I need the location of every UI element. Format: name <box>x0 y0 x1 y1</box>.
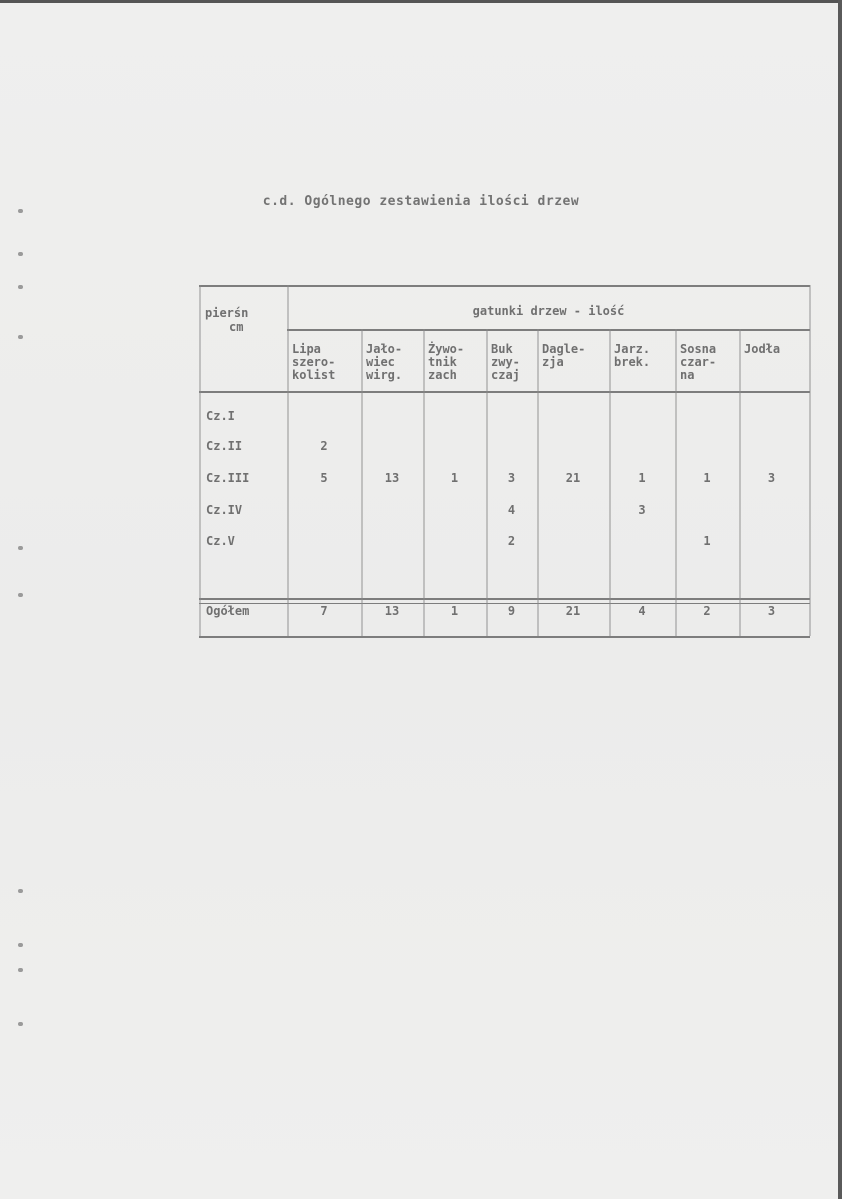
table-cell: 1 <box>703 471 711 485</box>
table-cell: 2 <box>507 534 516 548</box>
table-cell: 1 <box>703 534 711 548</box>
table-cell: 3 <box>767 471 776 485</box>
corner-header-line2: cm <box>229 320 244 334</box>
binder-hole-mark <box>18 1022 23 1026</box>
column-header: tnik <box>428 355 457 369</box>
column-header: czaj <box>491 368 520 382</box>
column-header: zach <box>428 368 457 382</box>
total-cell: 21 <box>565 604 581 618</box>
total-cell: 13 <box>384 604 400 618</box>
binder-hole-mark <box>18 889 23 893</box>
row-label: Cz.II <box>206 439 243 453</box>
table-bottom-rule <box>199 636 810 638</box>
column-header: zwy- <box>491 355 520 369</box>
row-label: Cz.V <box>206 534 235 548</box>
binder-hole-mark <box>18 335 23 339</box>
tree-count-table <box>199 285 810 645</box>
column-separator <box>739 329 741 636</box>
column-header: Jarz. <box>614 342 651 356</box>
column-separator <box>675 329 677 636</box>
total-cell: 9 <box>507 604 516 618</box>
binder-hole-mark <box>18 252 23 256</box>
table-top-rule <box>199 285 810 287</box>
table-cell: 3 <box>638 503 646 517</box>
total-row-label: Ogółem <box>206 604 250 618</box>
table-cell: 4 <box>507 503 516 517</box>
binder-hole-mark <box>18 968 23 972</box>
table-cell: 2 <box>320 439 328 453</box>
group-header: gatunki drzew - ilość <box>472 304 625 318</box>
total-cell: 1 <box>450 604 459 618</box>
column-header: na <box>680 368 695 382</box>
total-cell: 7 <box>320 604 328 618</box>
column-header: Jało- <box>366 342 403 356</box>
column-separator <box>199 285 201 636</box>
page-top-edge <box>0 0 842 3</box>
group-header-rule <box>287 329 810 331</box>
table-cell: 5 <box>320 471 328 485</box>
column-header: Buk <box>491 342 513 356</box>
column-separator <box>609 329 611 636</box>
column-header: wiec <box>366 355 395 369</box>
table-cell: 1 <box>450 471 459 485</box>
table-cell: 13 <box>384 471 400 485</box>
column-header: kolist <box>292 368 336 382</box>
binder-hole-mark <box>18 209 23 213</box>
column-separator <box>361 329 363 636</box>
column-header: Żywo- <box>428 342 465 356</box>
column-header: wirg. <box>366 368 403 382</box>
column-header: Jodła <box>744 342 781 356</box>
column-header: Lipa <box>292 342 321 356</box>
row-label: Cz.I <box>206 409 235 423</box>
row-label: Cz.IV <box>206 503 243 517</box>
page-right-edge <box>838 0 842 1199</box>
column-separator <box>809 285 811 636</box>
total-cell: 2 <box>703 604 711 618</box>
column-header: Dagle- <box>542 342 586 356</box>
column-header: czar- <box>680 355 717 369</box>
header-bottom-rule <box>199 391 810 393</box>
corner-header-line1: pierśn <box>205 306 249 320</box>
total-cell: 3 <box>767 604 776 618</box>
column-separator <box>287 285 289 636</box>
binder-hole-mark <box>18 943 23 947</box>
page-title: c.d. Ogólnego zestawienia ilości drzew <box>262 194 580 209</box>
column-separator <box>486 329 488 636</box>
total-top-rule-2 <box>199 603 810 604</box>
column-header: brek. <box>614 355 651 369</box>
column-separator <box>537 329 539 636</box>
total-top-rule <box>199 598 810 600</box>
column-header: zja <box>542 355 564 369</box>
table-cell: 1 <box>638 471 646 485</box>
total-cell: 4 <box>638 604 646 618</box>
binder-hole-mark <box>18 593 23 597</box>
table-cell: 21 <box>565 471 581 485</box>
row-label: Cz.III <box>206 471 250 485</box>
column-header: szero- <box>292 355 336 369</box>
binder-hole-mark <box>18 285 23 289</box>
table-cell: 3 <box>507 471 516 485</box>
column-separator <box>423 329 425 636</box>
column-header: Sosna <box>680 342 717 356</box>
binder-hole-mark <box>18 546 23 550</box>
